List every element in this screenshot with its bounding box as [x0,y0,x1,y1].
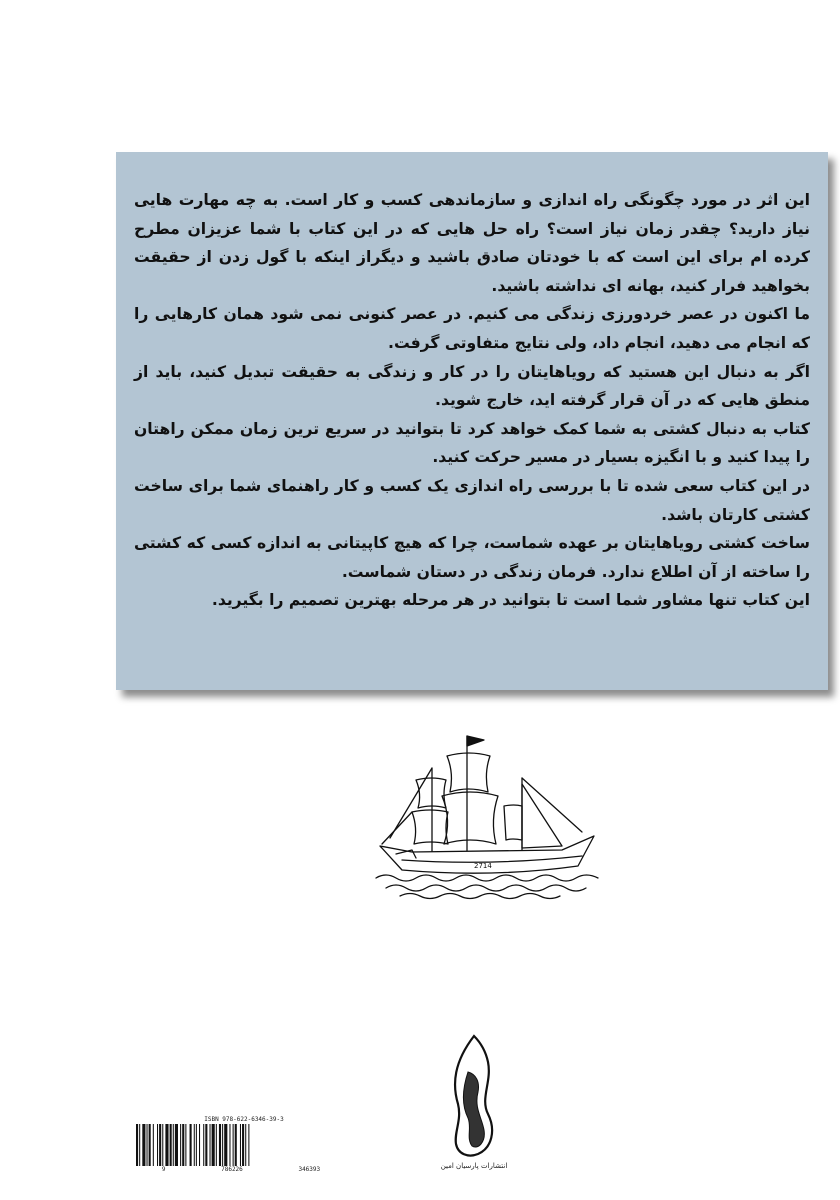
blurb-paragraph: ما اکنون در عصر خردورزی زندگی می کنیم. در عصر کنونی نمی شود همان کارهایی را که انجام می دهید، انجام داد، ولی نتایج متفاوتی گرفت. [134,305,810,352]
publisher-name: انتشارات پارسیان امین [440,1162,508,1170]
blurb-text [134,186,810,615]
blurb-paragraph: اگر به دنبال این هستید که رویاهایتان را در کار و زندگی به حقیقت تبدیل کنید، باید از منطق هایی که در آن قرار گرفته اید، خارج شوید. [134,362,810,410]
back-cover-blurb-box [116,152,828,690]
barcode-bar [157,1124,158,1166]
publisher-logo-icon [448,1032,500,1160]
barcode-bar [235,1124,237,1166]
blurb-paragraph: این کتاب تنها مشاور شما است تا بتوانید در هر مرحله بهترین تصمیم را بگیرید. [211,591,810,610]
barcode-bars [134,1124,348,1166]
barcode-bar [165,1124,168,1166]
barcode-bar [185,1124,186,1166]
barcode-bar [210,1124,211,1166]
blurb-paragraph: این اثر در مورد چگونگی راه اندازی و سازماندهی کسب و کار است. به چه مهارت هایی نیاز دارید؟ چقدر زمان نیاز است؟ راه حل هایی که در این کتاب با شما عزیزان مطرح کرده ام برای این است که با خودتان صادق باشید و دیگراز اینکه با گول زدن از حقیقت بخواهید فرار کنید، بهانه ای نداشته باشید. [134,191,810,295]
barcode-bar [199,1124,200,1166]
barcode-digit-group: 9 [161,1166,166,1173]
isbn-barcode [134,1116,348,1176]
barcode-bar [245,1124,246,1166]
blurb-paragraph: ساخت کشتی رویاهایتان بر عهده شماست، چرا که هیچ کاپیتانی به اندازه کسی که کشتی را ساخته از آن اطلاع ندارد. فرمان زندگی در دستان شماست. [134,534,810,581]
barcode-digits [134,1166,348,1173]
barcode-bar [196,1124,197,1166]
barcode-bar [222,1124,223,1166]
barcode-bar [194,1124,195,1166]
sailing-ship-illustration [372,728,604,900]
barcode-digit-group: 786226 [221,1166,243,1173]
barcode-bar [180,1124,181,1166]
barcode-bar [159,1124,161,1166]
barcode-bar [147,1124,148,1166]
barcode-bar [139,1124,140,1166]
blurb-paragraph: کتاب به دنبال کشتی به شما کمک خواهد کرد تا بتوانید در سریع ترین زمان ممکن راهتان را پیدا کنید و با انگیزه بسیار در مسیر حرکت کنید. [134,419,810,467]
barcode-bar [224,1124,227,1166]
barcode-bar [136,1124,138,1166]
barcode-bar [153,1124,154,1166]
barcode-bar [216,1124,217,1166]
blurb-paragraph: در این کتاب سعی شده تا با بررسی راه اندازی یک کسب و کار راهنمای شما برای ساخت کشتی کارتان باشد. [134,476,810,524]
barcode-bar [175,1124,178,1166]
barcode-digit-group: 346393 [298,1166,321,1173]
barcode-bar [203,1124,204,1166]
barcode-bar [149,1124,151,1166]
barcode-bar [242,1124,244,1166]
ship-hull-label: 2714 [474,862,492,870]
barcode-bar [162,1124,163,1166]
barcode-bar [182,1124,184,1166]
barcode-bar [240,1124,241,1166]
isbn-number: ISBN 978-622-6346-39-3 [204,1116,284,1123]
barcode-bar [173,1124,174,1166]
barcode-bar [212,1124,215,1166]
barcode-bar [248,1124,249,1166]
barcode-bar [219,1124,221,1166]
barcode-bar [170,1124,172,1166]
barcode-bar [205,1124,207,1166]
barcode-bar [142,1124,145,1166]
barcode-bar [233,1124,234,1166]
barcode-bar [190,1124,192,1166]
barcode-bar [229,1124,230,1166]
